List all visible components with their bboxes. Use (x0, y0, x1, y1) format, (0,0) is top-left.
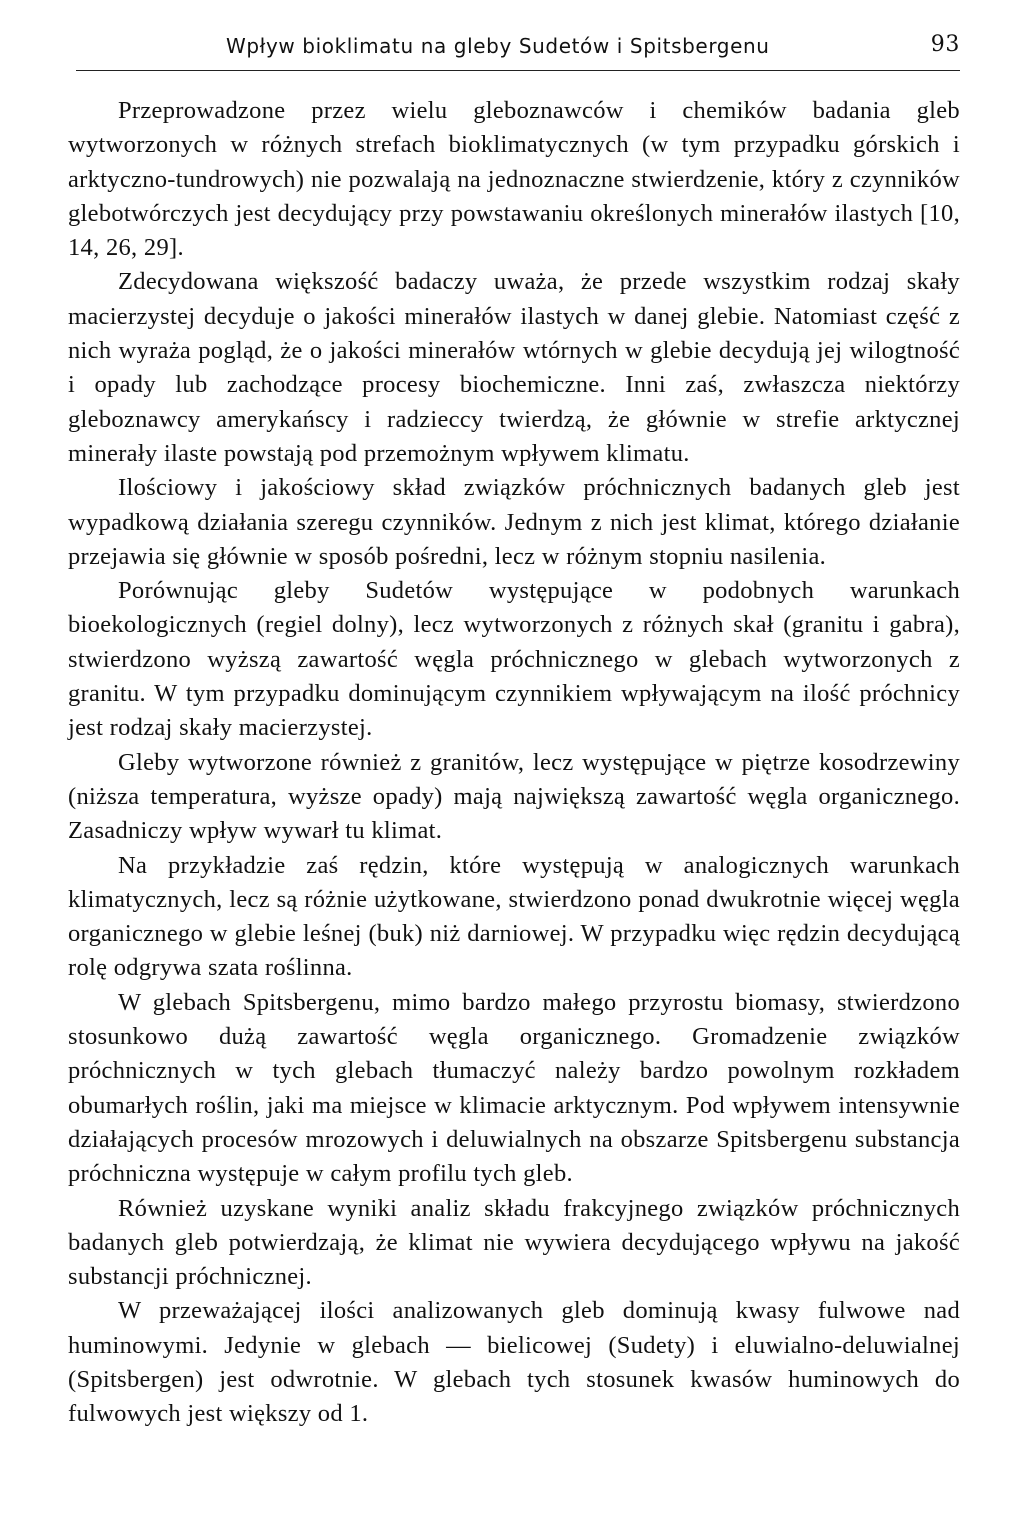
paragraph-9: W przeważającej ilości analizowanych gleb dominują kwasy fulwowe nad huminowymi. Jedynie w glebach — bielicowej (Sudety) i eluwialno-deluwialnej (Spitsbergen) jest odwrotnie. W glebach tych stosunek kwasów huminowych do fulwowych jest większy od 1. (68, 1297, 960, 1428)
paragraph-3: Ilościowy i jakościowy skład związków próchnicznych badanych gleb jest wypadkową działania szeregu czynników. Jednym z nich jest klimat, którego działanie przejawia się głównie w sposób pośredni, lecz w różnym stopniu nasilenia. (68, 474, 960, 570)
paragraph-4: Porównując gleby Sudetów występujące w podobnych warunkach bioekologicznych (regiel dolny), lecz wytworzonych z różnych skał (granitu i gabra), stwierdzono wyższą zawartość węgla próchnicznego w glebach wytworzonych z granitu. W tym przypadku dominującym czynnikiem wpływającym na ilość próchnicy jest rodzaj skały macierzystej. (68, 577, 960, 742)
paragraph-5: Gleby wytworzone również z granitów, lecz występujące w piętrze kosodrzewiny (niższa temperatura, wyższe opady) mają największą zawartość węgla organicznego. Zasadniczy wpływ wywarł tu klimat. (68, 748, 960, 845)
paragraph-1: Przeprowadzone przez wielu gleboznawców i chemików badania gleb wytworzonych w różnych strefach bioklimatycznych (w tym przypadku górskich i arktyczno-tundrowych) nie pozwalają na jednoznaczne stwierdzenie, który z czynników glebotwórczych jest decydujący przy powstawaniu określonych minerałów ilastych [10, 14, 26, 29]. (68, 97, 960, 262)
page-number: 93 (930, 32, 960, 57)
page (68, 30, 960, 1428)
paragraph-8: Również uzyskane wyniki analiz składu frakcyjnego związków próchnicznych badanych gleb potwierdzają, że klimat nie wywiera decydującego wpływu na jakość substancji próchnicznej. (68, 1194, 960, 1291)
body-text (68, 94, 960, 1432)
running-head (68, 30, 960, 66)
header-rule (76, 70, 960, 71)
paragraph-7: W glebach Spitsbergenu, mimo bardzo małego przyrostu biomasy, stwierdzono stosunkowo dużą zawartość węgla organicznego. Gromadzenie związków próchnicznych w tych glebach tłumaczyć należy bardzo powolnym rozkładem obumarłych roślin, jaki ma miejsce w klimacie arktycznym. Pod wpływem intensywnie działających procesów mrozowych i deluwialnych na obszarze Spitsbergenu substancja próchniczna występuje w całym profilu tych gleb. (68, 988, 960, 1188)
paragraph-2: Zdecydowana większość badaczy uważa, że przede wszystkim rodzaj skały macierzystej decyduje o jakości minerałów ilastych w danej glebie. Natomiast część z nich wyraża pogląd, że o jakości minerałów wtórnych w glebie decydują jej wilogtność i opady lub zachodzące procesy biochemiczne. Inni zaś, zwłaszcza niektórzy gleboznawcy amerykańscy i radzieccy twierdzą, że głównie w strefie arktycznej minerały ilaste powstają pod przemożnym wpływem klimatu. (68, 268, 960, 467)
running-title: Wpływ bioklimatu na gleby Sudetów i Spitsbergenu (226, 34, 770, 58)
paragraph-6: Na przykładzie zaś rędzin, które występują w analogicznych warunkach klimatycznych, lecz są różnie użytkowane, stwierdzono ponad dwukrotnie więcej węgla organicznego w glebie leśnej (buk) niż darniowej. W przypadku więc rędzin decydującą rolę odgrywa szata roślinna. (68, 851, 960, 982)
